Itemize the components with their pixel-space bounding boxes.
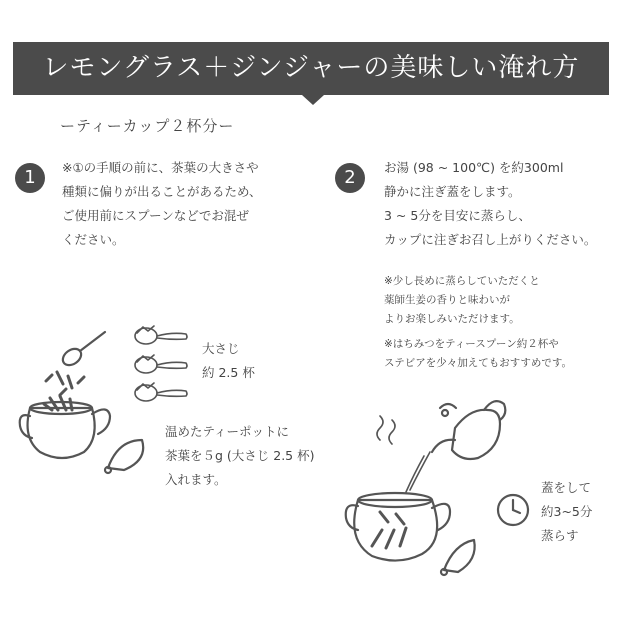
note-line: 薬師生姜の香りと味わいが [384, 294, 510, 306]
step-1-line: 種類に偏りが出ることがあるため、 [62, 184, 262, 199]
measuring-spoon-icon [135, 355, 187, 373]
steep-time-line: 蒸らす [541, 528, 579, 543]
spoon-amount-line: 約 2.5 杯 [202, 365, 255, 380]
pouring-water-icon [406, 452, 430, 492]
steam-icon [377, 416, 395, 444]
steep-time-line: 約3~5分 [541, 504, 593, 519]
note-line: よりお楽しみいただけます。 [384, 313, 520, 325]
note-line: ステビアを少々加えてもおすすめです。 [384, 357, 573, 369]
measuring-spoon-icon [135, 326, 187, 344]
step-1-line: ご使用前にスプーンなどでお混ぜ [62, 208, 249, 223]
pot-label-line: 茶葉を５g (大さじ 2.5 杯) [165, 448, 315, 463]
step-2-line: 静かに注ぎ蓋をします。 [384, 184, 521, 199]
step-1-badge: 1 [15, 163, 45, 193]
spoon-amount-line: 大さじ [202, 341, 240, 356]
teapot-icon [20, 396, 110, 458]
serving-size: ーティーカップ２杯分ー [60, 117, 235, 135]
step-1-line: ※①の手順の前に、茶葉の大きさや [62, 160, 259, 175]
step-2-line: カップに注ぎお召し上がりください。 [384, 232, 597, 247]
teapot-icon [346, 493, 450, 561]
clock-icon [498, 495, 528, 525]
spoon-icon [60, 332, 105, 368]
steep-time-line: 蓋をして [541, 480, 592, 495]
note-line: ※はちみつをティースプーン約２杯や [384, 338, 559, 350]
step-2-line: 3 ~ 5分を目安に蒸らし、 [384, 208, 531, 223]
pot-label-line: 入れます。 [165, 472, 227, 487]
step-2-badge: 2 [335, 163, 365, 193]
teapot-lid-icon [105, 440, 143, 473]
page-title: レモングラス＋ジンジャーの美味しい淹れ方 [42, 53, 580, 83]
pot-label-line: 温めたティーポットに [165, 424, 290, 439]
kettle-icon [432, 401, 505, 459]
measuring-spoon-icon [135, 383, 187, 401]
step-2-line: お湯 (98 ~ 100℃) を約300ml [384, 160, 564, 175]
step-1-line: ください。 [62, 232, 125, 247]
tea-leaves-icon [46, 372, 84, 395]
note-line: ※少し長めに蒸らしていただくと [384, 275, 540, 287]
teapot-lid-icon [441, 540, 475, 575]
